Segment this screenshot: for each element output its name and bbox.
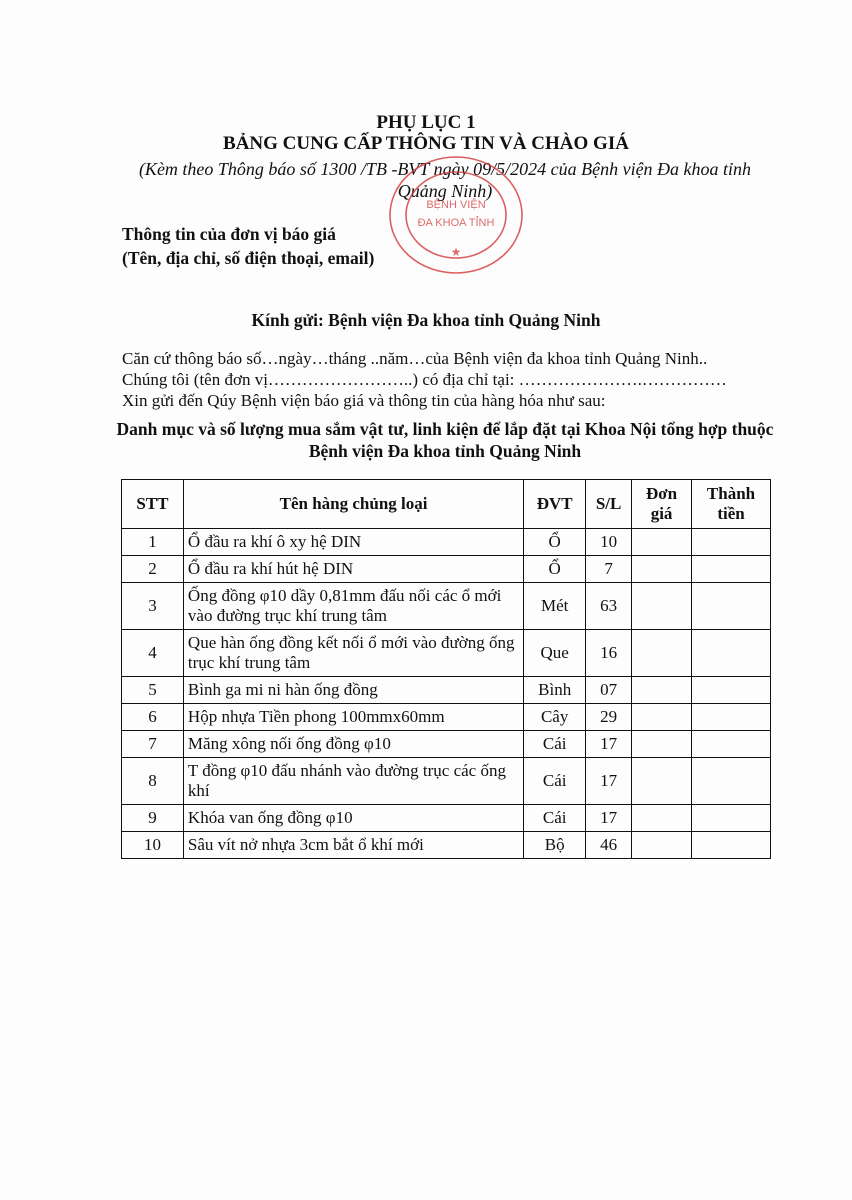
cell-qty: 17 <box>586 731 632 758</box>
cell-total <box>692 583 771 630</box>
cell-unit: Bình <box>524 677 586 704</box>
cell-unit-price <box>632 529 692 556</box>
cell-stt: 6 <box>122 704 184 731</box>
cell-stt: 8 <box>122 758 184 805</box>
table-row <box>122 630 771 677</box>
cell-stt: 4 <box>122 630 184 677</box>
header-unit: ĐVT <box>524 480 586 529</box>
appendix-label: PHỤ LỤC 1 <box>376 112 476 133</box>
cell-stt: 10 <box>122 832 184 859</box>
cell-qty: 17 <box>586 805 632 832</box>
cell-name: Ổ đầu ra khí ô xy hệ DIN <box>183 529 523 556</box>
cell-total <box>692 704 771 731</box>
cell-name: Bình ga mi ni hàn ống đồng <box>183 677 523 704</box>
cell-total <box>692 677 771 704</box>
list-heading: Danh mục và số lượng mua sắm vật tư, linh kiện để lắp đặt tại Khoa Nội tổng hợp thuộc Bệnh viện Đa khoa tỉnh Quảng Ninh <box>116 419 774 461</box>
table-row <box>122 583 771 630</box>
cell-name: T đồng φ10 đấu nhánh vào đường trục các ống khí <box>183 758 523 805</box>
cell-qty: 16 <box>586 630 632 677</box>
stamp-line-1: BỆNH VIỆN <box>426 199 486 211</box>
cell-qty: 29 <box>586 704 632 731</box>
cell-unit-price <box>632 630 692 677</box>
table-header-row <box>122 480 771 529</box>
cell-qty: 17 <box>586 758 632 805</box>
cell-total <box>692 556 771 583</box>
cell-total <box>692 805 771 832</box>
cell-unit-price <box>632 805 692 832</box>
cell-total <box>692 832 771 859</box>
table-row <box>122 704 771 731</box>
cell-qty: 63 <box>586 583 632 630</box>
cell-qty: 7 <box>586 556 632 583</box>
table-row <box>122 832 771 859</box>
vendor-info <box>122 222 374 270</box>
cell-name: Hộp nhựa Tiền phong 100mmx60mm <box>183 704 523 731</box>
cell-unit-price <box>632 731 692 758</box>
cell-total <box>692 529 771 556</box>
cell-name: Ống đồng φ10 dầy 0,81mm đấu nối các ổ mới vào đường trục khí trung tâm <box>183 583 523 630</box>
cell-unit-price <box>632 758 692 805</box>
cell-unit: Mét <box>524 583 586 630</box>
body-line: Xin gửi đến Qúy Bệnh viện báo giá và thông tin của hàng hóa như sau: <box>122 391 606 410</box>
cell-unit: Cây <box>524 704 586 731</box>
cell-total <box>692 758 771 805</box>
table-row <box>122 758 771 805</box>
cell-stt: 5 <box>122 677 184 704</box>
document-title: BẢNG CUNG CẤP THÔNG TIN VÀ CHÀO GIÁ <box>223 133 629 154</box>
cell-unit: Que <box>524 630 586 677</box>
header-qty: S/L <box>586 480 632 529</box>
header-name: Tên hàng chủng loại <box>183 480 523 529</box>
header-stt: STT <box>122 480 184 529</box>
cell-unit: Cái <box>524 758 586 805</box>
cell-stt: 9 <box>122 805 184 832</box>
stamp-star: ★ <box>450 245 462 259</box>
cell-unit-price <box>632 704 692 731</box>
cell-stt: 7 <box>122 731 184 758</box>
stamp-line-2: ĐA KHOA TỈNH <box>417 217 495 229</box>
cell-name: Măng xông nối ống đồng φ10 <box>183 731 523 758</box>
cell-stt: 2 <box>122 556 184 583</box>
body-text <box>122 348 772 411</box>
cell-unit: Ổ <box>524 529 586 556</box>
cell-total <box>692 630 771 677</box>
cell-stt: 3 <box>122 583 184 630</box>
cell-qty: 10 <box>586 529 632 556</box>
items-table <box>121 479 771 859</box>
vendor-info-fields: (Tên, địa chỉ, số điện thoại, email) <box>122 248 375 268</box>
table-row <box>122 731 771 758</box>
header-unit-price: Đơn giá <box>632 480 692 529</box>
cell-unit: Bộ <box>524 832 586 859</box>
table-row <box>122 529 771 556</box>
cell-stt: 1 <box>122 529 184 556</box>
cell-name: Ổ đầu ra khí hút hệ DIN <box>183 556 523 583</box>
cell-name: Sâu vít nở nhựa 3cm bắt ổ khí mới <box>183 832 523 859</box>
body-line: Chúng tôi (tên đơn vị……………………..) có địa chỉ tại: ………………….…………… <box>122 370 727 389</box>
cell-unit-price <box>632 677 692 704</box>
cell-name: Que hàn ống đồng kết nối ổ mới vào đường ống trục khí trung tâm <box>183 630 523 677</box>
cell-unit-price <box>632 583 692 630</box>
cell-unit: Cái <box>524 731 586 758</box>
vendor-info-label: Thông tin của đơn vị báo giá <box>122 224 336 244</box>
cell-qty: 46 <box>586 832 632 859</box>
cell-total <box>692 731 771 758</box>
document-subtitle: (Kèm theo Thông báo số 1300 /TB -BVT ngày 09/5/2024 của Bệnh viện Đa khoa tỉnh Quảng Ninh) <box>138 159 752 201</box>
cell-unit-price <box>632 832 692 859</box>
cell-unit: Ổ <box>524 556 586 583</box>
body-line: Căn cứ thông báo số…ngày…tháng ..năm…của Bệnh viện đa khoa tỉnh Quảng Ninh.. <box>122 349 708 368</box>
cell-qty: 07 <box>586 677 632 704</box>
cell-name: Khóa van ống đồng φ10 <box>183 805 523 832</box>
cell-unit-price <box>632 556 692 583</box>
table-row <box>122 556 771 583</box>
table-row <box>122 677 771 704</box>
cell-unit: Cái <box>524 805 586 832</box>
greeting: Kính gửi: Bệnh viện Đa khoa tỉnh Quảng Ninh <box>251 310 601 330</box>
header-total: Thành tiền <box>692 480 771 529</box>
table-row <box>122 805 771 832</box>
